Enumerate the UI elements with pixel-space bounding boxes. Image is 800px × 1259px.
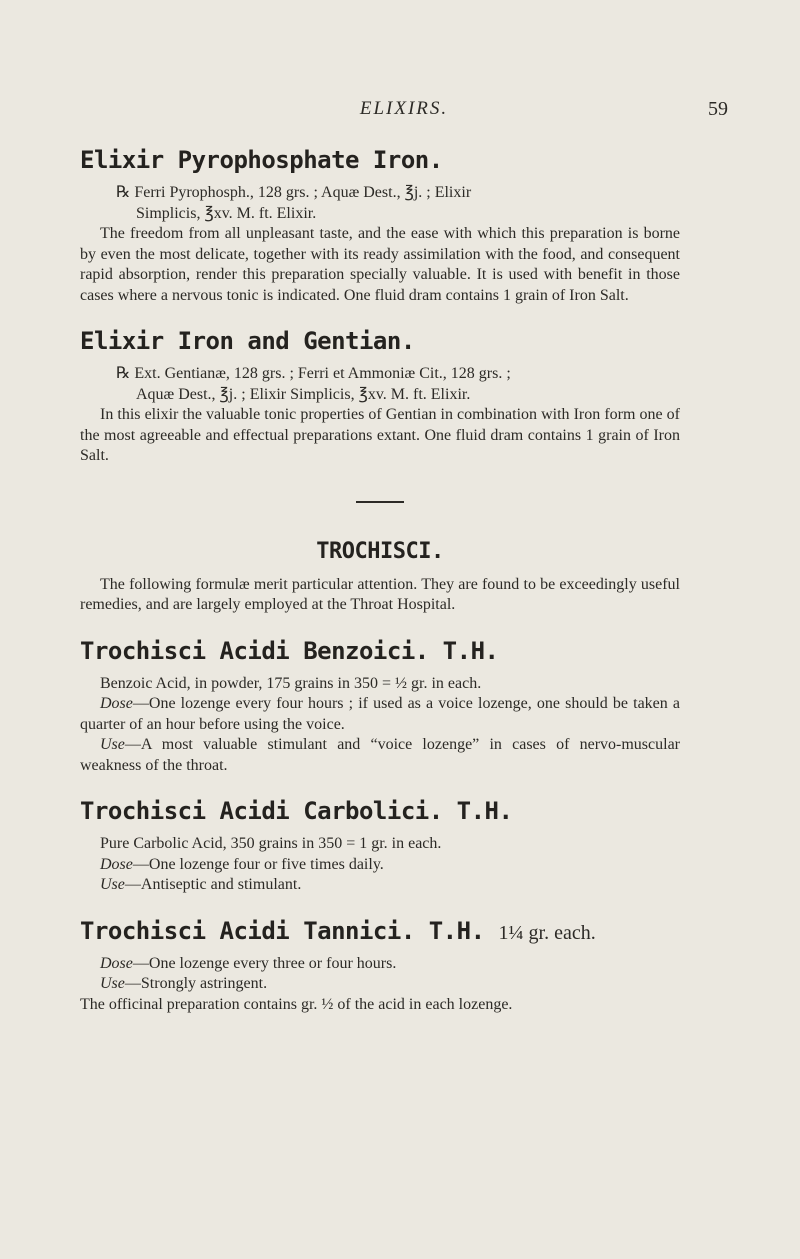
trochisci-intro: The following formulæ merit particular attention. They are found to be exceedingly useful remedies, and are largely employed at the Throat Hospital. (80, 575, 680, 613)
lozenge-heading: Trochisci Acidi Carbolici. T.H. (80, 797, 513, 825)
dose-text: —One lozenge every three or four hours. (132, 954, 397, 972)
prescription-line: ℞ Ext. Gentianæ, 128 grs. ; Ferri et Ammoniæ Cit., 128 grs. ; (116, 365, 511, 382)
dose-label: Dose (100, 954, 133, 972)
lozenge-dose (80, 954, 680, 975)
lozenge-use (80, 735, 680, 776)
lozenge-use (80, 974, 680, 995)
lozenge-use (80, 875, 680, 896)
use-text: —A most valuable stimulant and “voice lozenge” in cases of nervo-muscular weakness of the throat. (80, 736, 680, 774)
use-label: Use (100, 736, 125, 753)
running-head (80, 96, 728, 126)
prescription-formula (80, 183, 680, 224)
page-content (80, 145, 680, 1015)
section-body: The freedom from all unpleasant taste, and the ease with which this preparation is borne by even the most delicate, together with its ready assimilation with the food, and consequent rapid absorption, render this preparation specially valuable. It is used with benefit in those cases where a nervous tonic is indicated. One fluid dram contains 1 grain of Iron Salt. (80, 225, 680, 304)
lozenge-dose (80, 694, 680, 735)
prescription-line: Aquæ Dest., ℥j. ; Elixir Simplicis, ℥xv. M. ft. Elixir. (136, 385, 471, 403)
running-title: ELIXIRS. (359, 98, 449, 119)
lozenge-formula: Pure Carbolic Acid, 350 grains in 350 = 1 gr. in each. (100, 835, 442, 852)
lozenge-entry (80, 916, 680, 1016)
prescription-line: Simplicis, ℥xv. M. ft. Elixir. (136, 204, 317, 222)
lozenge-heading: Trochisci Acidi Tannici. T.H. (80, 916, 485, 945)
lozenge-dose (80, 855, 680, 876)
prescription-line: ℞ Ferri Pyrophosph., 128 grs. ; Aquæ Dest., ℥j. ; Elixir (116, 184, 472, 201)
use-text: —Antiseptic and stimulant. (124, 876, 302, 893)
lozenge-formula: Benzoic Acid, in powder, 175 grains in 350 = ½ gr. in each. (100, 674, 482, 692)
dose-text: —One lozenge every four hours ; if used as a voice lozenge, one should be taken a quarter of an hour before using the voice. (80, 695, 680, 733)
section-heading-elixir-iron-gentian: Elixir Iron and Gentian. (80, 327, 415, 355)
section-body: In this elixir the valuable tonic properties of Gentian in combination with Iron form one of the most agreeable and effectual preparations extant. One fluid dram contains 1 grain of Iron Salt. (80, 406, 680, 464)
use-label: Use (100, 975, 125, 992)
lozenge-entry (80, 636, 680, 777)
prescription-formula (80, 364, 680, 405)
use-label: Use (100, 876, 125, 893)
use-text: —Strongly astringent. (124, 975, 268, 992)
lozenge-note: The officinal preparation contains gr. ½ of the acid in each lozenge. (80, 995, 513, 1013)
dose-label: Dose (100, 695, 133, 712)
lozenge-weight: 1¼ gr. each. (498, 921, 596, 944)
lozenge-heading: Trochisci Acidi Benzoici. T.H. (80, 636, 499, 665)
dose-label: Dose (100, 855, 133, 873)
section-heading-elixir-pyrophosphate-iron: Elixir Pyrophosphate Iron. (80, 146, 443, 174)
chapter-heading-trochisci: TROCHISCI. (316, 538, 444, 564)
dose-text: —One lozenge four or five times daily. (132, 855, 384, 873)
lozenge-entry (80, 796, 680, 896)
page-number: 59 (708, 98, 728, 120)
